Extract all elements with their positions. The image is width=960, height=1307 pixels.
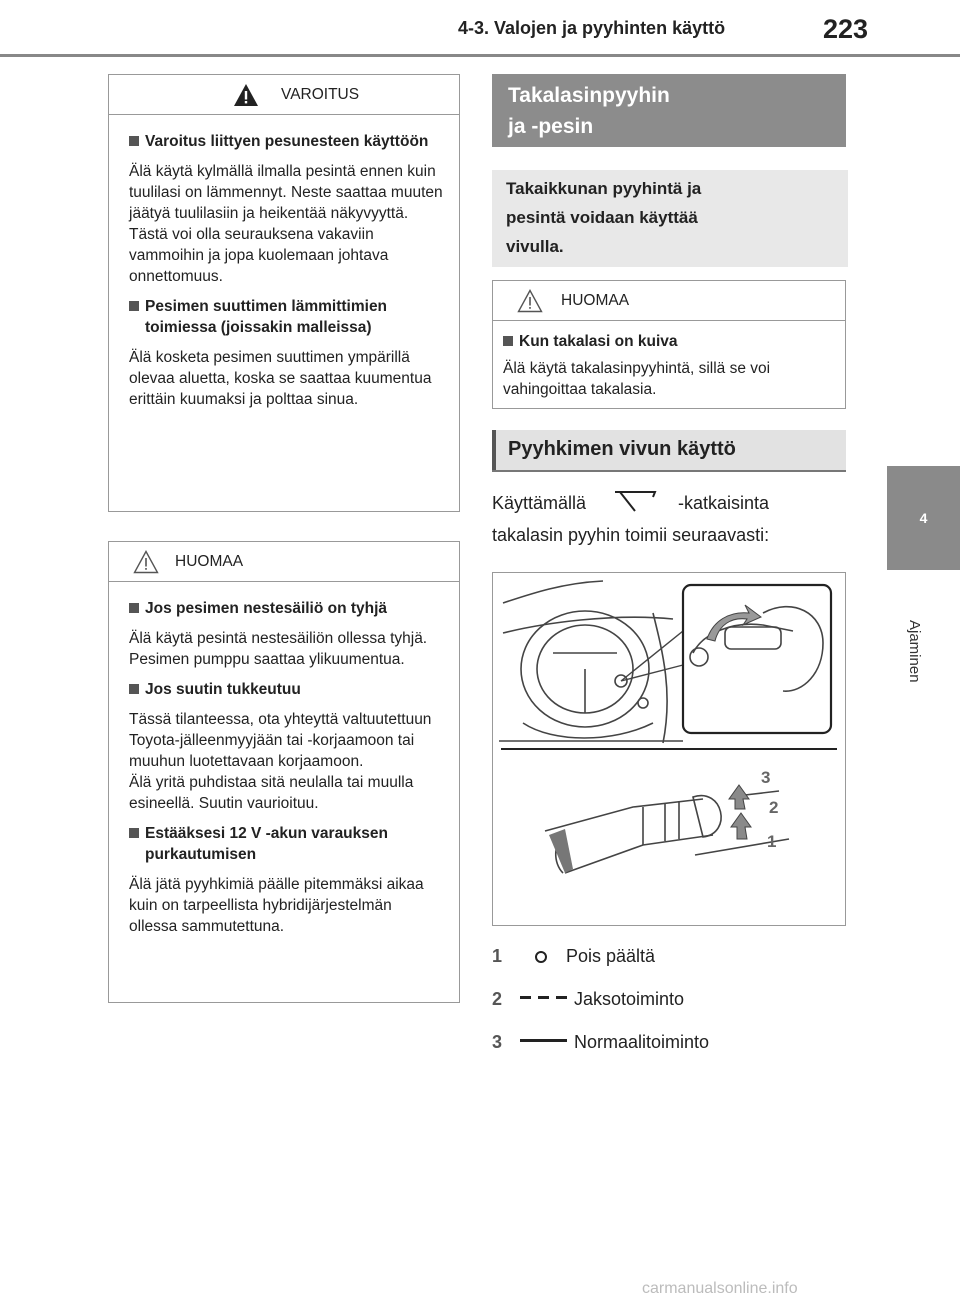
subsection-title-text: Pyyhkimen vivun käyttö <box>508 438 736 460</box>
legend-item-2 <box>492 989 846 1013</box>
summary-line2: pesintä voidaan käyttää <box>506 208 698 227</box>
lever-drawing <box>493 573 845 925</box>
wiper-lever-illustration <box>492 572 846 926</box>
warning-text-1: Älä käytä kylmällä ilmalla pesintä ennen kuin tuulilasi on lämmennyt. Neste saattaa muuten jäätyä tuulilasiin ja heikentää näkyvyyttä. Tästä voi olla seurauksena vakaviin vammoihin ja jopa kuolemaan johtava onnettomuus. <box>129 163 443 285</box>
notice-label-left: HUOMAA <box>175 553 244 570</box>
notice-right-heading: Kun takalasi on kuiva <box>503 331 833 352</box>
warning-box-header <box>109 75 459 115</box>
notice-box-left-header <box>109 542 459 582</box>
rear-wiper-switch-icon <box>612 487 658 513</box>
figure-label-1: 1 <box>767 832 777 851</box>
notice-heading-3: Estääksesi 12 V -akun varauksen purkautumisen <box>129 823 443 865</box>
warning-text-2: Älä kosketa pesimen suuttimen ympärillä olevaa aluetta, koska se saattaa kuumentua erittäin kuumaksi ja polttaa sinua. <box>129 349 432 408</box>
header-rule <box>0 54 960 57</box>
caution-icon <box>133 550 159 574</box>
legend-num-2: 2 <box>492 989 503 1009</box>
legend-num-1: 1 <box>492 946 503 966</box>
chapter-label-wrap <box>884 620 924 710</box>
notice-text-1: Älä käytä pesintä nestesäiliön ollessa tyhjä. Pesimen pumppu saattaa ylikuumentua. <box>129 630 428 668</box>
section-title-line1: Takalasinpyyhin <box>508 84 670 107</box>
notice-text-2: Tässä tilanteessa, ota yhteyttä valtuutettuun Toyota-jälleenmyyjään tai -korjaamoon tai muuhun luotettavaan korjaamoon. Älä yritä puhdistaa sitä neulalla tai muulla esineellä. Suutin vaurioituu. <box>129 711 432 812</box>
chapter-tab <box>887 466 960 570</box>
intro-line2: takalasin pyyhin toimii seuraavasti: <box>492 525 770 545</box>
notice-right-text: Älä käytä takalasinpyyhintä, sillä se voi vahingoittaa takalasia. <box>503 360 771 398</box>
intro-line1 <box>492 493 846 519</box>
subsection-title <box>492 430 846 472</box>
warning-icon <box>233 83 259 107</box>
off-circle-icon <box>534 950 548 964</box>
notice-heading-2: Jos suutin tukkeutuu <box>129 679 443 700</box>
legend-num-3: 3 <box>492 1032 503 1052</box>
section-title <box>492 74 846 147</box>
figure-label-2: 2 <box>769 798 779 817</box>
normal-line-icon <box>520 1038 568 1044</box>
section-summary <box>492 170 848 267</box>
legend-item-1 <box>492 946 846 970</box>
notice-text-3: Älä jätä pyyhkimiä päälle pitemmäksi aikaa kuin on tarpeellista hybridijärjestelmän ollessa sammutettuna. <box>129 876 424 935</box>
page-number: 223 <box>823 14 869 44</box>
intro-before: Käyttämällä <box>492 493 587 513</box>
summary-line1: Takaikkunan pyyhintä ja <box>506 179 702 198</box>
legend-text-2: Jaksotoiminto <box>574 989 685 1009</box>
figure-label-3: 3 <box>761 768 771 787</box>
notice-box-right <box>492 280 846 409</box>
warning-heading-2: Pesimen suuttimen lämmittimien toimiessa (joissakin malleissa) <box>129 296 443 338</box>
chapter-label: Ajaminen <box>906 620 923 683</box>
notice-heading-1: Jos pesimen nestesäiliö on tyhjä <box>129 598 443 619</box>
summary-line3: vivulla. <box>506 237 564 256</box>
notice-box-right-header <box>493 281 845 321</box>
notice-label-right: HUOMAA <box>561 292 630 309</box>
header-title: 4-3. Valojen ja pyyhinten käyttö <box>458 18 726 38</box>
intermittent-dashes-icon <box>520 995 568 1001</box>
intro-after: -katkaisinta <box>678 493 770 513</box>
legend-item-3 <box>492 1032 846 1056</box>
warning-label: VAROITUS <box>281 86 360 103</box>
watermark: carmanualsonline.info <box>642 1280 798 1297</box>
warning-heading-1: Varoitus liittyen pesunesteen käyttöön <box>129 131 443 152</box>
legend-text-1: Pois päältä <box>566 946 656 966</box>
legend-text-3: Normaalitoiminto <box>574 1032 710 1052</box>
section-title-line2: ja -pesin <box>508 115 594 138</box>
warning-box <box>108 74 460 512</box>
chapter-number: 4 <box>919 510 928 526</box>
caution-icon <box>517 289 543 313</box>
notice-box-left <box>108 541 460 1003</box>
